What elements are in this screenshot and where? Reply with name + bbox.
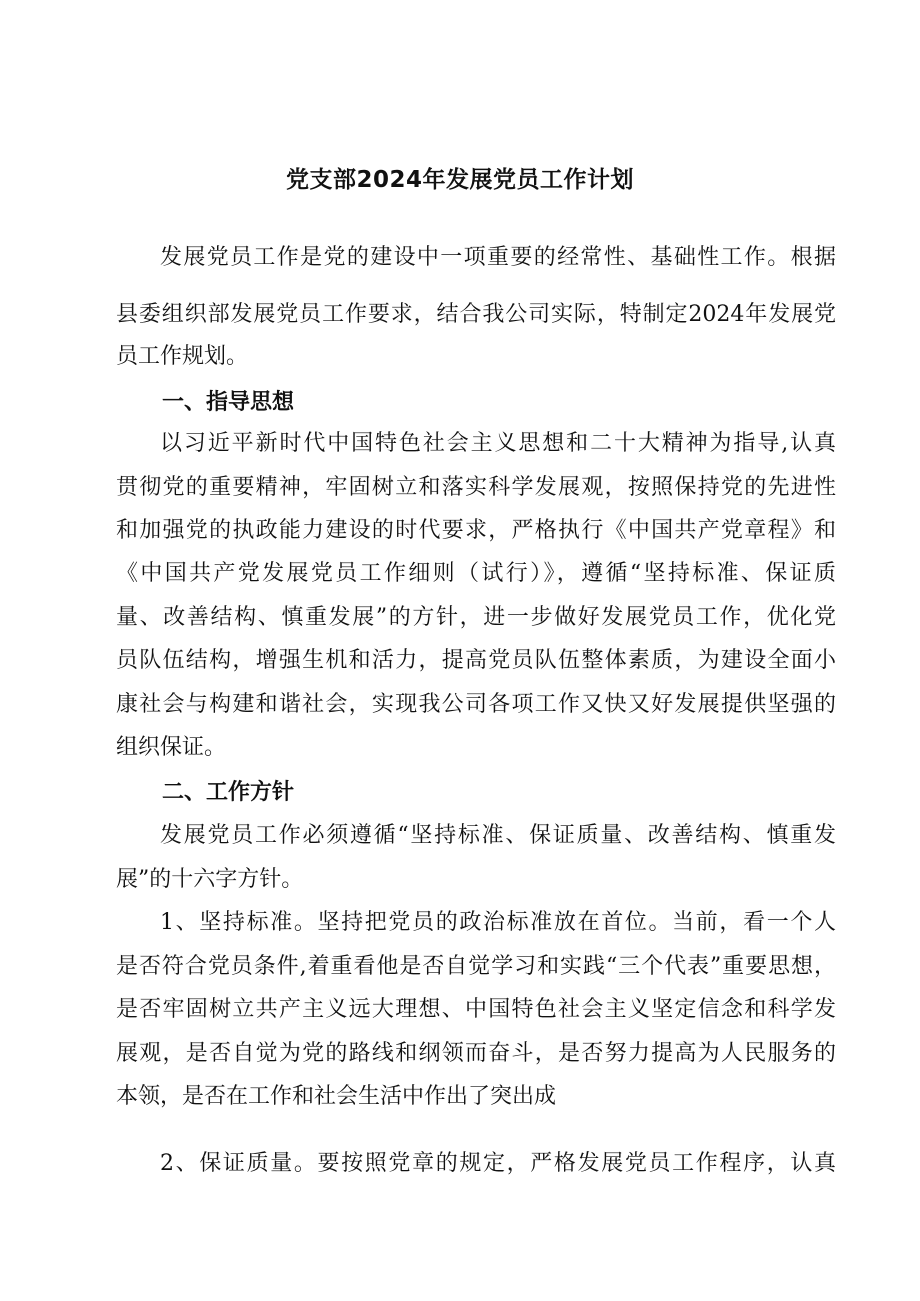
section1-line-2: 贯彻党的重要精神，牢固树立和落实科学发展观，按照保持党的先进性: [116, 475, 836, 500]
section1-line-6: 员队伍结构，增强生机和活力，提高党员队伍整体素质，为建设全面小: [116, 648, 836, 673]
intro-line-1: 发展党员工作是党的建设中一项重要的经常性、基础性工作。根据: [160, 245, 836, 270]
section2-line-2: 展”的十六字方针。: [116, 867, 304, 892]
section1-line-7: 康社会与构建和谐社会，实现我公司各项工作又快又好发展提供坚强的: [116, 692, 836, 717]
intro-line-2: 县委组织部发展党员工作要求，结合我公司实际，特制定2024年发展党: [116, 302, 836, 327]
section1-line-3: 和加强党的执政能力建设的时代要求，严格执行《中国共产党章程》和: [116, 518, 836, 543]
point1-line-2: 是否符合党员条件,着重看他是否自觉学习和实践“三个代表”重要思想，: [116, 954, 836, 979]
point1-line-1: 1、坚持标准。坚持把党员的政治标准放在首位。当前，看一个人: [160, 910, 836, 935]
section-heading-guiding-thought: 一、指导思想: [162, 390, 295, 415]
intro-line-3: 员工作规划。: [116, 344, 249, 369]
section1-line-1: 以习近平新时代中国特色社会主义思想和二十大精神为指导,认真: [160, 431, 836, 456]
point1-line-5: 本领，是否在工作和社会生活中作出了突出成: [116, 1084, 557, 1109]
section2-line-1: 发展党员工作必须遵循“坚持标准、保证质量、改善结构、慎重发: [160, 823, 836, 848]
section1-line-4: 《中国共产党发展党员工作细则（试行）》，遵循“坚持标准、保证质: [116, 561, 836, 586]
point1-line-4: 展观，是否自觉为党的路线和纲领而奋斗，是否努力提高为人民服务的: [116, 1041, 836, 1066]
section1-line-5: 量、改善结构、慎重发展”的方针，进一步做好发展党员工作，优化党: [116, 605, 836, 630]
point2-line-1: 2、保证质量。要按照党章的规定，严格发展党员工作程序，认真: [160, 1151, 836, 1176]
point1-line-3: 是否牢固树立共产主义远大理想、中国特色社会主义坚定信念和科学发: [116, 997, 836, 1022]
document-title: 党支部2024年发展党员工作计划: [285, 167, 634, 193]
section-heading-work-policy: 二、工作方针: [162, 780, 295, 805]
section1-line-8: 组织保证。: [116, 735, 227, 760]
